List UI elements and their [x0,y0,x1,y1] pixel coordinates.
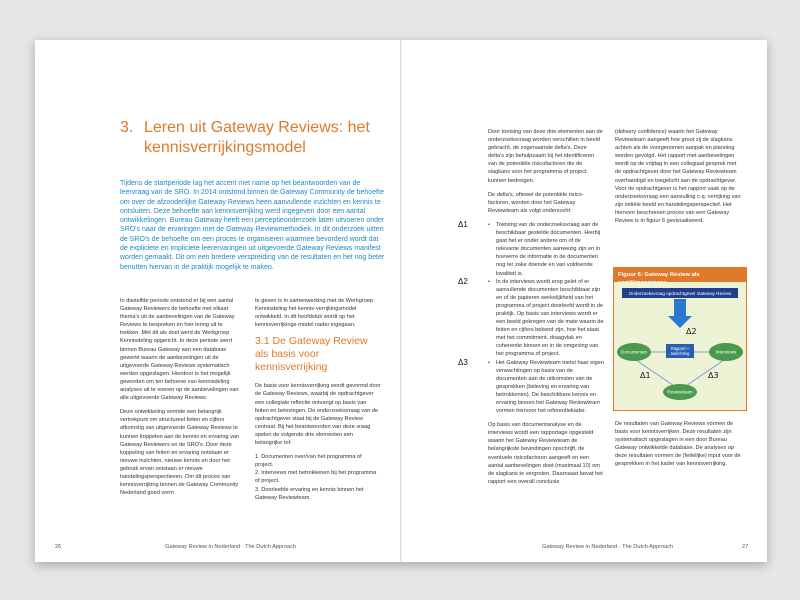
book-spread [35,40,767,562]
reviewteam-label: Reviewteam [667,389,693,395]
delta-3-label: Δ3 [458,357,468,367]
paragraph: De resultaten van Gateway Reviews vormen de basis voor kennisverrijken. Deze resultaten zijn systematisch opgeslagen in een door Bureau Gateway ontwikkelde database. De analyses op deze resultaten vormen de (feitelijke) input voor de gesprekken in het kader van kennisverrijking. [615,421,741,468]
delta-2-label: Δ2 [458,276,468,286]
process-diagram [614,282,746,410]
right-column-2-bottom [615,420,743,475]
section-heading: 3.1 De Gateway Review als basis voor kennisverrijking [255,335,368,374]
right-column-2 [615,128,743,231]
chapter-title-line1: Leren uit Gateway Reviews: het [144,119,370,136]
question-box-label: Onderzoeksvraag opdrachtgever Gateway Review [628,291,732,296]
bullet-dot: • [488,278,490,285]
paragraph: te geven is in samenwerking met de Werkgroep Kennisdeling het kennis-verrijkingsmodel ontwikkeld. In dit hoofdstuk wordt op het kennisverrijkings-model nader ingegaan. [255,298,374,329]
delta-3-marker: Δ3 [708,371,719,380]
chapter-title [120,118,390,158]
bullet-dot: • [488,221,490,228]
bullet-delta-1 [458,219,604,278]
bullet-dot: • [488,359,490,366]
bullet-text: In de interviews wordt erop gelet of er aanvullende documenten beschikbaar zijn en of de papieren werkelijkheid van het programma of project doorleefd wordt in de praktijk. Op basis van interviews wordt er een beeld gekregen van de mate waarin de feiten en cijfers bekend zijn, hoe het staat met het commitment, draagvlak en coherentie binnen en in de omgeving van het programma of project. [496,278,604,358]
rapport-label-2: toelichting [670,351,690,356]
bullet-text: Het Gateway Reviewteam toetst haar eigen verwachtingen op basis van de documenten aan de uitkomsten van de gesprekken (beleving en ervaring van betrokkenen). De beschikbare kennis en ervaring binnen het Gateway Reviewteam vormen hiervoor het referentiekader. [496,359,604,415]
paragraph: De delta's, oftewel de potentiële risico-factoren, worden door het Gateway Reviewteam als volgt onderzocht: [488,191,584,214]
paragraph: Door toetsing van deze drie elementen aan de onderzoeksvraag worden verschillen in beeld gebracht, de zogenaamde delta's. Deze delta's zijn behulpzaam bij het identificeren van de potentiële risicofactoren die de slagkans voor het programma of project kunnen bedreigen. [488,129,603,184]
chapter-number: 3. [120,119,134,136]
right-column-1 [458,128,604,492]
page-number-left: 26 [55,544,62,550]
interviews-label: Interviews [715,349,737,355]
paragraph: De basis voor kennisverrijking wordt gevormd door de Gateway Reviews, waarbij de opdrachtgever een collegiale reflectie ontvangt op basis van feiten en belevingen. De onderzoeksvraag van de opdrachtgever staat bij de Gateway Review centraal. Bij het beantwoorden van deze vraag spelen de volgende drie elementen een belangrijke rol: [255,383,381,447]
intro-paragraph: Tijdens de startperiode lag het accent met name op het beantwoorden van de leervraag van de SRO. In 2014 ontstond binnen de Gateway Community de behoefte om over de afzonderlijke Gateway Reviews heen aanvullende inzichten en kennis te ontsluiten. Deze behoefte aan kennisverrijking werd ingegeven door een aantal ontwikkelingen. Bureau Gateway heeft een perceptieonderzoek laten uitvoeren onder SRO's naar de ervaringen met de Gateway Reviewmethodiek. In dit onderzoek uitten de SRO's de behoefte om een proces te organiseren waarmee bevorderd wordt dat de expliciete en impliciete leerervaringen uit uitgevoerde Gateway Reviews manifest worden gemaakt. Dit om een bredere verspreiding van de resultaten en het nog beter benutten hiervan in de praktijk mogelijk te maken. [120,180,385,271]
delta-1-marker: Δ1 [640,371,651,380]
left-column-2 [255,297,381,508]
footer-left: Gateway Review in Nederland · The Dutch Approach [165,544,297,550]
left-page [35,40,400,562]
paragraph: Op basis van documentanalyse en de interviews wordt een rapportage opgesteld waarin het Gateway Reviewteam de belangrijkste bevindingen opschrijft, de eventuele risicofactoren aangeeft en een aantal aanbevelingen doet (maximaal 10) om de slagkans te vergroten. Daarnaast bevat het rapport een overall conclusie [488,422,603,485]
delta-2-marker: Δ2 [686,327,697,336]
list-item: 1. Documenten over/van het programma of project. [255,454,362,469]
bullet-delta-3 [458,357,604,416]
documenten-label: Documenten [620,349,648,355]
page-number-right: 27 [742,544,749,550]
bullet-text: Toetsing van de onderzoeksvraag aan de beschikbaar gestelde documenten. Hierbij gaat het er onder andere om of de relevante documenten aanwezig zijn en in hoeverre de informatie in de documenten nog ter zake doende en van voldoende kwaliteit is. [496,221,601,277]
figure-title: Figuur 6: Gateway Review als [614,268,746,282]
footer-right: Gateway Review in Nederland · The Dutch Approach [542,544,674,550]
paragraph: In diezelfde periode ontstond er bij een aantal Gateway Reviewers de behoefte met elkaar thema's uit de aanbevelingen van de Gateway Reviews te bespreken en hier lering uit te trekken. Met dit als doel werd de Werkgroep Kennisdeling opgericht. In deze periode werd binnen Bureau Gateway aan een database gewerkt waarin de aanbevelingen uit de uitgevoerde Gateway Reviews systematisch werden opgeslagen. Hierdoor is het mogelijk geworden om ten behoeve van kennisdeling analyses uit te voeren op de aanbevelingen van alle uitgevoerde Gateway Reviews. [120,298,239,402]
delta-1-label: Δ1 [458,219,468,229]
paragraph: (delivery confidence) waarin het Gateway Reviewteam aangeeft hoe groot zij de slagkans achten als de voorgenomen aanpak en planning worden gevolgd. Het rapport met aanbevelingen wordt op de vrijdag in een collegiaal gesprek met de opdrachtgever door het Gateway Reviewteam overhandigd en toegelicht aan de opdrachtgever. Voor de opdrachtgever is het rapport vaak op de onderzoeksvraag een aanvulling c.q. verrijking van zijn initiële beeld en handelingsperspectief. Het hiervoor beschreven proces van een Gateway Review is in figuur 6 gevisualiseerd. [615,129,741,225]
rapport-label-1: Rapport + [670,346,690,351]
list-item: 2. Interviews met betrokkenen bij het programma of project. [255,470,377,485]
right-page [402,40,767,562]
figure-6 [613,267,747,411]
list-item: 3. Doorleefde ervaring en kennis binnen het Gateway Reviewteam. [255,486,364,501]
chapter-title-line2: kennisverrijkingsmodel [144,139,306,156]
bullet-delta-2 [458,276,604,359]
paragraph: Deze ontwikkeling vormde een belangrijk vertrekpunt om structureel feiten en cijfers afkomstig van uitgevoerde Gateway Reviews te kunnen koppelen aan de kennis en ervaring van Gateway Reviewers en de SRO's. Door deze koppeling van feiten en ervaring ontstaan er nieuwe inzichten, nieuwe kennis en door het gebruik ervan ontstaan er nieuwe handelingsperspectieven. Om dit proces van kennisverrijking binnen de Gateway Community Nederland goed vorm [120,409,240,497]
elements-list [255,453,381,502]
left-column-1 [120,297,244,503]
